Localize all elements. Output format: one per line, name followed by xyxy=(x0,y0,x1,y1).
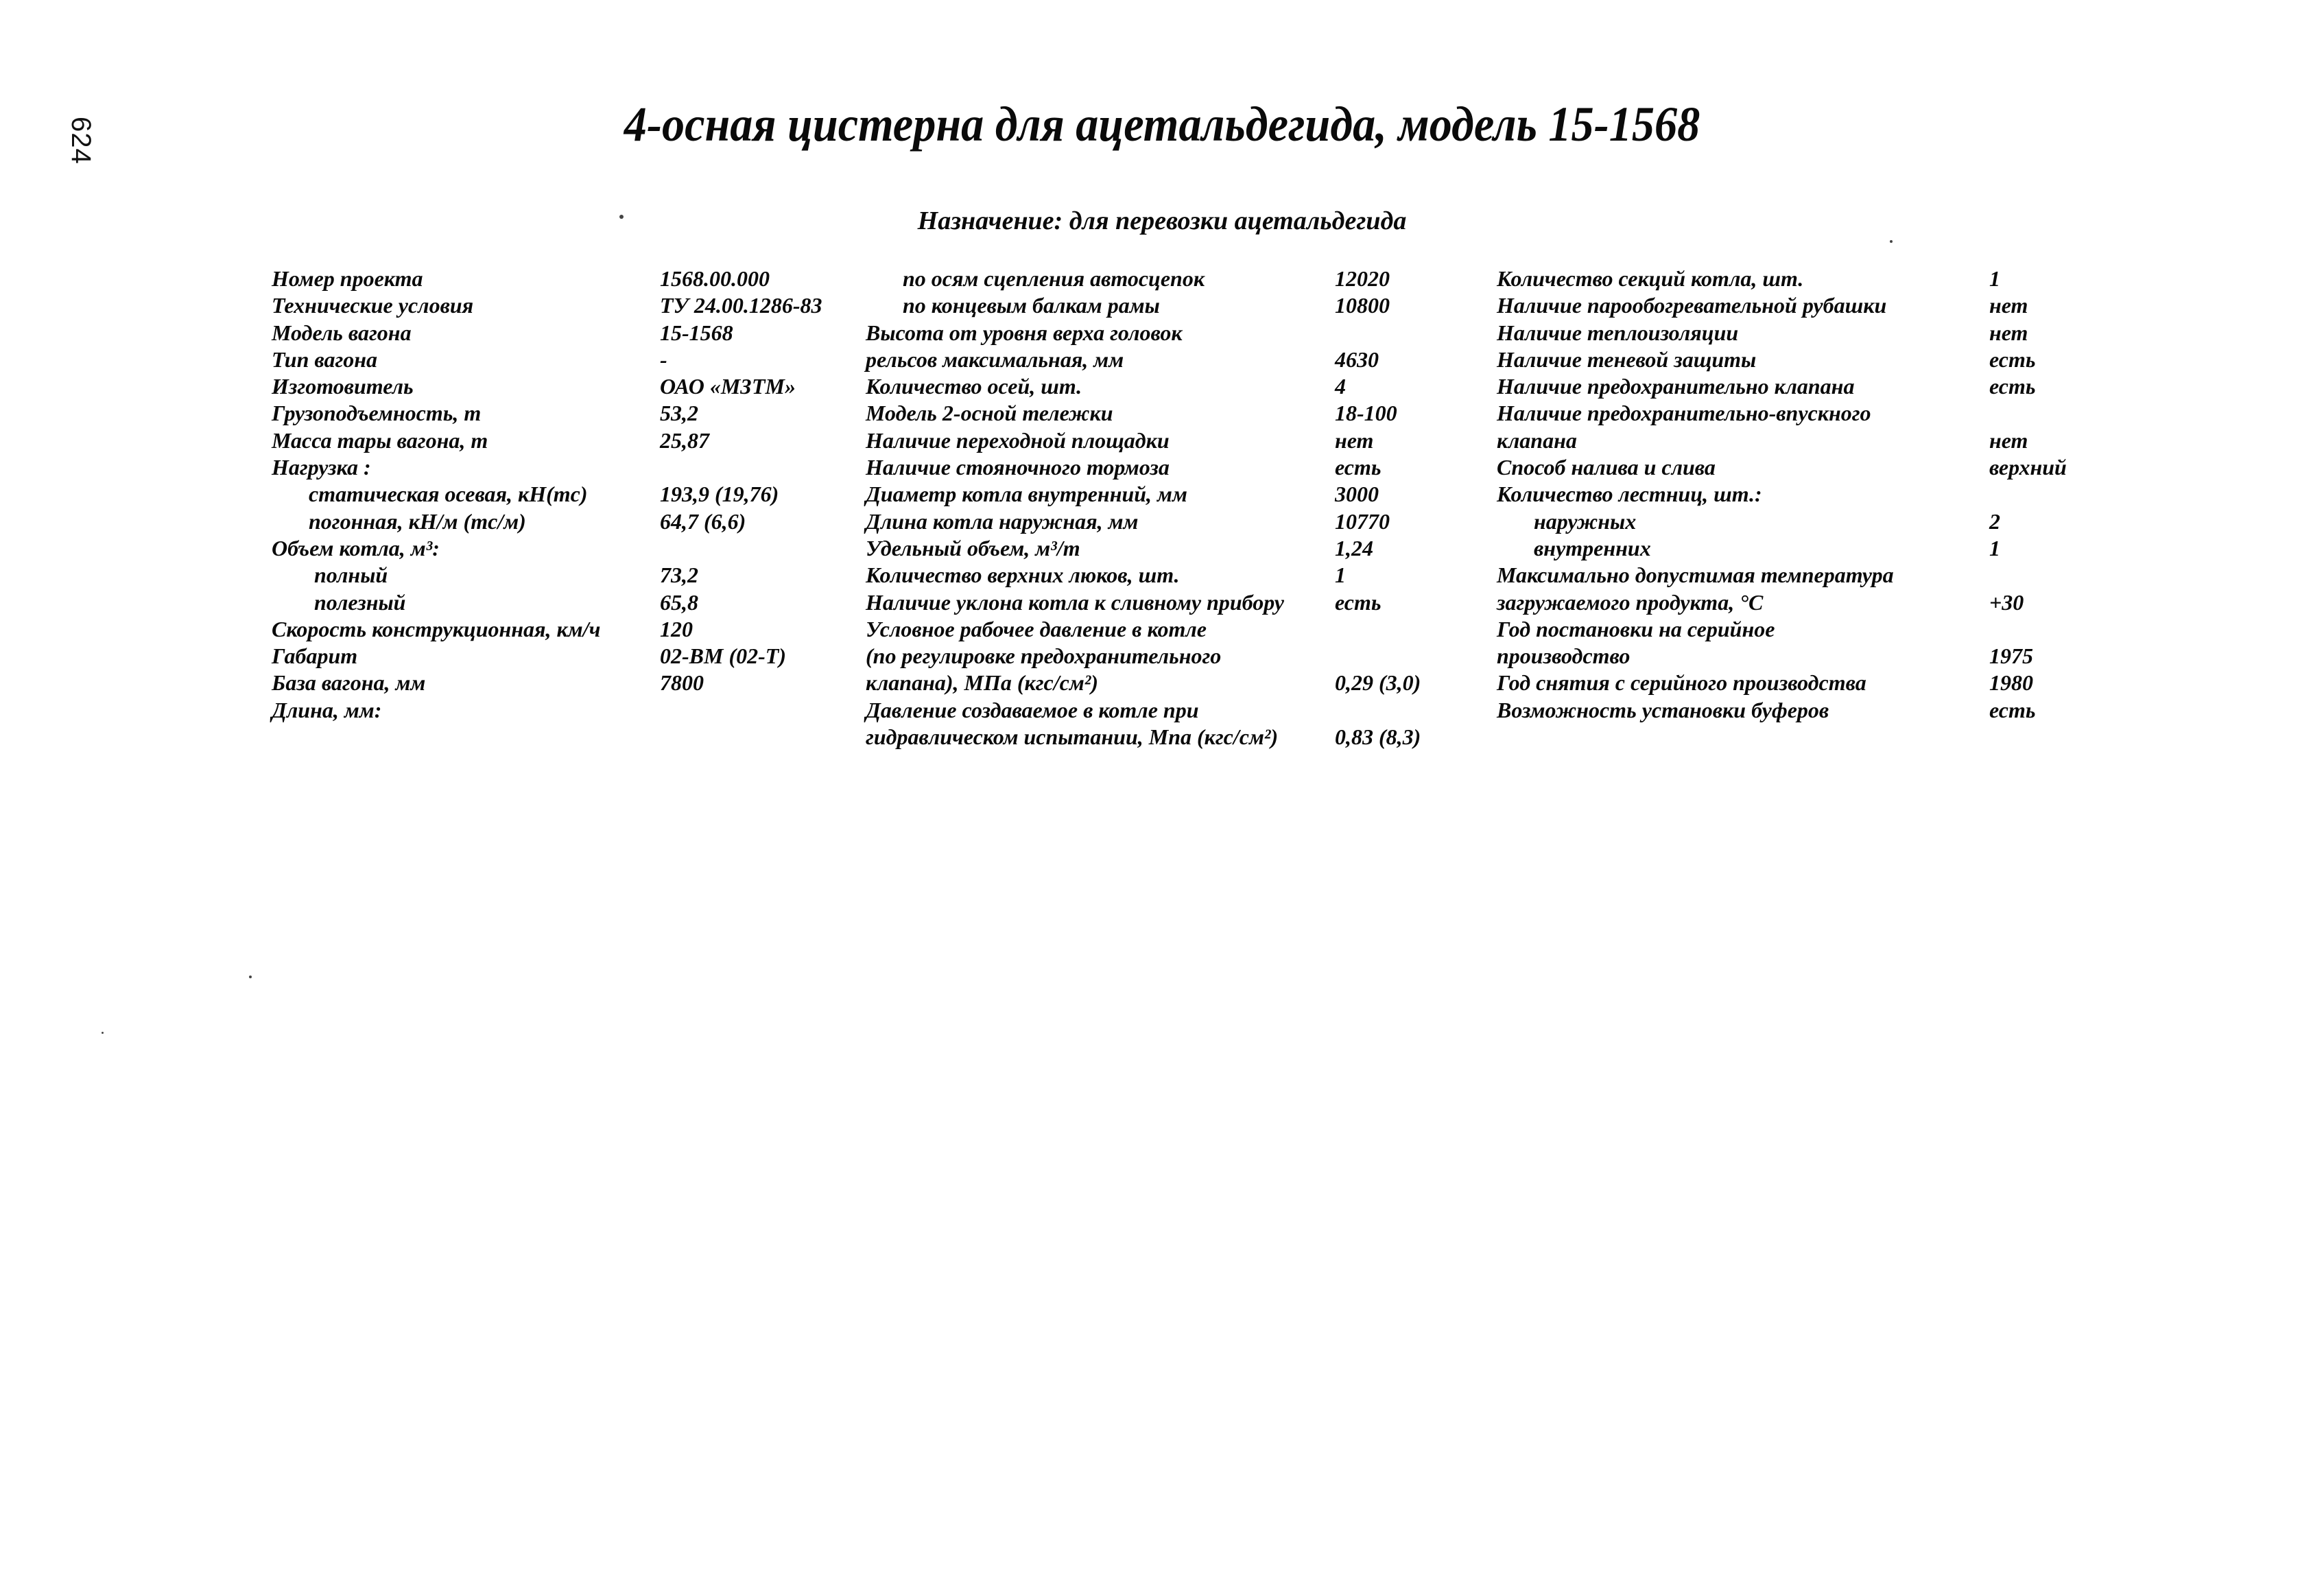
spec-value: 1568.00.000 xyxy=(660,266,770,291)
spec-label: полезный xyxy=(314,589,406,615)
spec-label: Длина котла наружная, мм xyxy=(866,508,1139,534)
spec-label: Габарит xyxy=(272,643,358,669)
spec-value: 1 xyxy=(1989,266,2000,291)
spec-value: 4630 xyxy=(1335,346,1379,372)
spec-value: 1 xyxy=(1989,535,2000,560)
page-title: 4-осная цистерна для ацетальдегида, модель 15-1568 xyxy=(624,97,1700,152)
scan-speck xyxy=(249,976,252,978)
spec-label: Диаметр котла внутренний, мм xyxy=(866,482,1187,507)
page-number: 624 xyxy=(66,117,96,165)
spec-label: Грузоподъемность, т xyxy=(272,401,482,426)
spec-label: Наличие переходной площадки xyxy=(866,427,1170,453)
spec-label: Наличие теневой защиты xyxy=(1497,346,1757,372)
spec-label: Модель 2-осной тележки xyxy=(866,401,1113,426)
spec-value: ТУ 24.00.1286-83 xyxy=(660,293,822,318)
spec-label: Давление создаваемое в котле при xyxy=(866,697,1199,722)
spec-label: Тип вагона xyxy=(272,346,378,372)
spec-value: 10800 xyxy=(1335,293,1390,318)
spec-value: есть xyxy=(1989,374,2036,399)
spec-value: 120 xyxy=(660,616,693,641)
spec-label: Возможность установки буферов xyxy=(1497,697,1829,722)
spec-value: 1980 xyxy=(1989,670,2033,696)
spec-label: рельсов максимальная, мм xyxy=(866,346,1124,372)
spec-value: +30 xyxy=(1989,589,2024,615)
spec-label: Наличие теплоизоляции xyxy=(1497,320,1739,345)
purpose-subtitle: Назначение: для перевозки ацетальдегида xyxy=(917,206,1407,235)
spec-label: Модель вагона xyxy=(272,320,412,345)
spec-value: 15-1568 xyxy=(660,320,733,345)
spec-label: Количество секций котла, шт. xyxy=(1497,266,1804,291)
spec-value: нет xyxy=(1989,293,2028,318)
spec-label: внутренних xyxy=(1534,535,1651,560)
spec-value: 0,29 (3,0) xyxy=(1335,670,1421,696)
spec-label: Нагрузка : xyxy=(272,455,371,480)
spec-label: Объем котла, м³: xyxy=(272,535,440,560)
spec-value: есть xyxy=(1989,346,2036,372)
spec-value: 73,2 xyxy=(660,563,698,588)
spec-label: Год постановки на серийное xyxy=(1497,616,1775,641)
spec-value: 12020 xyxy=(1335,266,1390,291)
spec-label: Количество осей, шт. xyxy=(866,374,1082,399)
spec-value: 53,2 xyxy=(660,401,698,426)
spec-value: 25,87 xyxy=(660,427,709,453)
scan-speck xyxy=(619,215,624,219)
spec-label: Способ налива и слива xyxy=(1497,455,1716,480)
spec-value: 3000 xyxy=(1335,482,1379,507)
spec-label: Номер проекта xyxy=(272,266,423,291)
spec-label: наружных xyxy=(1534,508,1637,534)
spec-label: Наличие предохранительно клапана xyxy=(1497,374,1855,399)
spec-label: Год снятия с серийного производства xyxy=(1497,670,1866,696)
spec-label: гидравлическом испытании, Мпа (кгс/см²) xyxy=(866,724,1279,750)
spec-label: Высота от уровня верха головок xyxy=(866,320,1183,345)
spec-label: Длина, мм: xyxy=(272,697,382,722)
spec-value: нет xyxy=(1989,320,2028,345)
spec-label: производство xyxy=(1497,643,1631,669)
spec-label: (по регулировке предохранительного xyxy=(866,643,1222,669)
spec-value: верхний xyxy=(1989,455,2067,480)
spec-label: Удельный объем, м³/т xyxy=(866,535,1080,560)
spec-value: есть xyxy=(1335,589,1382,615)
spec-label: по осям сцепления автосцепок xyxy=(903,266,1205,291)
spec-label: погонная, кН/м (тс/м) xyxy=(309,508,526,534)
spec-label: Условное рабочее давление в котле xyxy=(866,616,1207,641)
spec-label: Масса тары вагона, т xyxy=(272,427,488,453)
spec-value: 1,24 xyxy=(1335,535,1373,560)
spec-value: 7800 xyxy=(660,670,704,696)
spec-value: 1 xyxy=(1335,563,1346,588)
spec-value: - xyxy=(660,346,667,372)
spec-label: статическая осевая, кН(тс) xyxy=(309,482,588,507)
spec-label: Количество верхних люков, шт. xyxy=(866,563,1180,588)
spec-label: Технические условия xyxy=(272,293,474,318)
spec-value: 4 xyxy=(1335,374,1346,399)
spec-label: Изготовитель xyxy=(272,374,414,399)
spec-value: 193,9 (19,76) xyxy=(660,482,779,507)
spec-value: ОАО «МЗТМ» xyxy=(660,374,796,399)
spec-value: 0,83 (8,3) xyxy=(1335,724,1421,750)
spec-value: нет xyxy=(1335,427,1374,453)
spec-label: Наличие стояночного тормоза xyxy=(866,455,1170,480)
scan-speck xyxy=(102,1032,104,1034)
spec-value: 65,8 xyxy=(660,589,698,615)
spec-value: есть xyxy=(1335,455,1382,480)
spec-value: 1975 xyxy=(1989,643,2033,669)
spec-value: 64,7 (6,6) xyxy=(660,508,746,534)
spec-label: Количество лестниц, шт.: xyxy=(1497,482,1762,507)
spec-label: Наличие уклона котла к сливному прибору xyxy=(866,589,1284,615)
spec-value: нет xyxy=(1989,427,2028,453)
spec-label: полный xyxy=(314,563,388,588)
spec-label: загружаемого продукта, °С xyxy=(1497,589,1764,615)
spec-label: клапана), МПа (кгс/см²) xyxy=(866,670,1098,696)
spec-value: есть xyxy=(1989,697,2036,722)
spec-value: 18-100 xyxy=(1335,401,1397,426)
spec-value: 02-ВМ (02-Т) xyxy=(660,643,786,669)
spec-label: Скорость конструкционная, км/ч xyxy=(272,616,601,641)
spec-label: Наличие предохранительно-впускного xyxy=(1497,401,1871,426)
spec-value: 10770 xyxy=(1335,508,1390,534)
scan-speck xyxy=(1890,240,1893,243)
spec-label: клапана xyxy=(1497,427,1577,453)
spec-label: Максимально допустимая температура xyxy=(1497,563,1894,588)
spec-label: по концевым балкам рамы xyxy=(903,293,1160,318)
spec-label: База вагона, мм xyxy=(272,670,426,696)
spec-label: Наличие парообогревательной рубашки xyxy=(1497,293,1887,318)
spec-value: 2 xyxy=(1989,508,2000,534)
